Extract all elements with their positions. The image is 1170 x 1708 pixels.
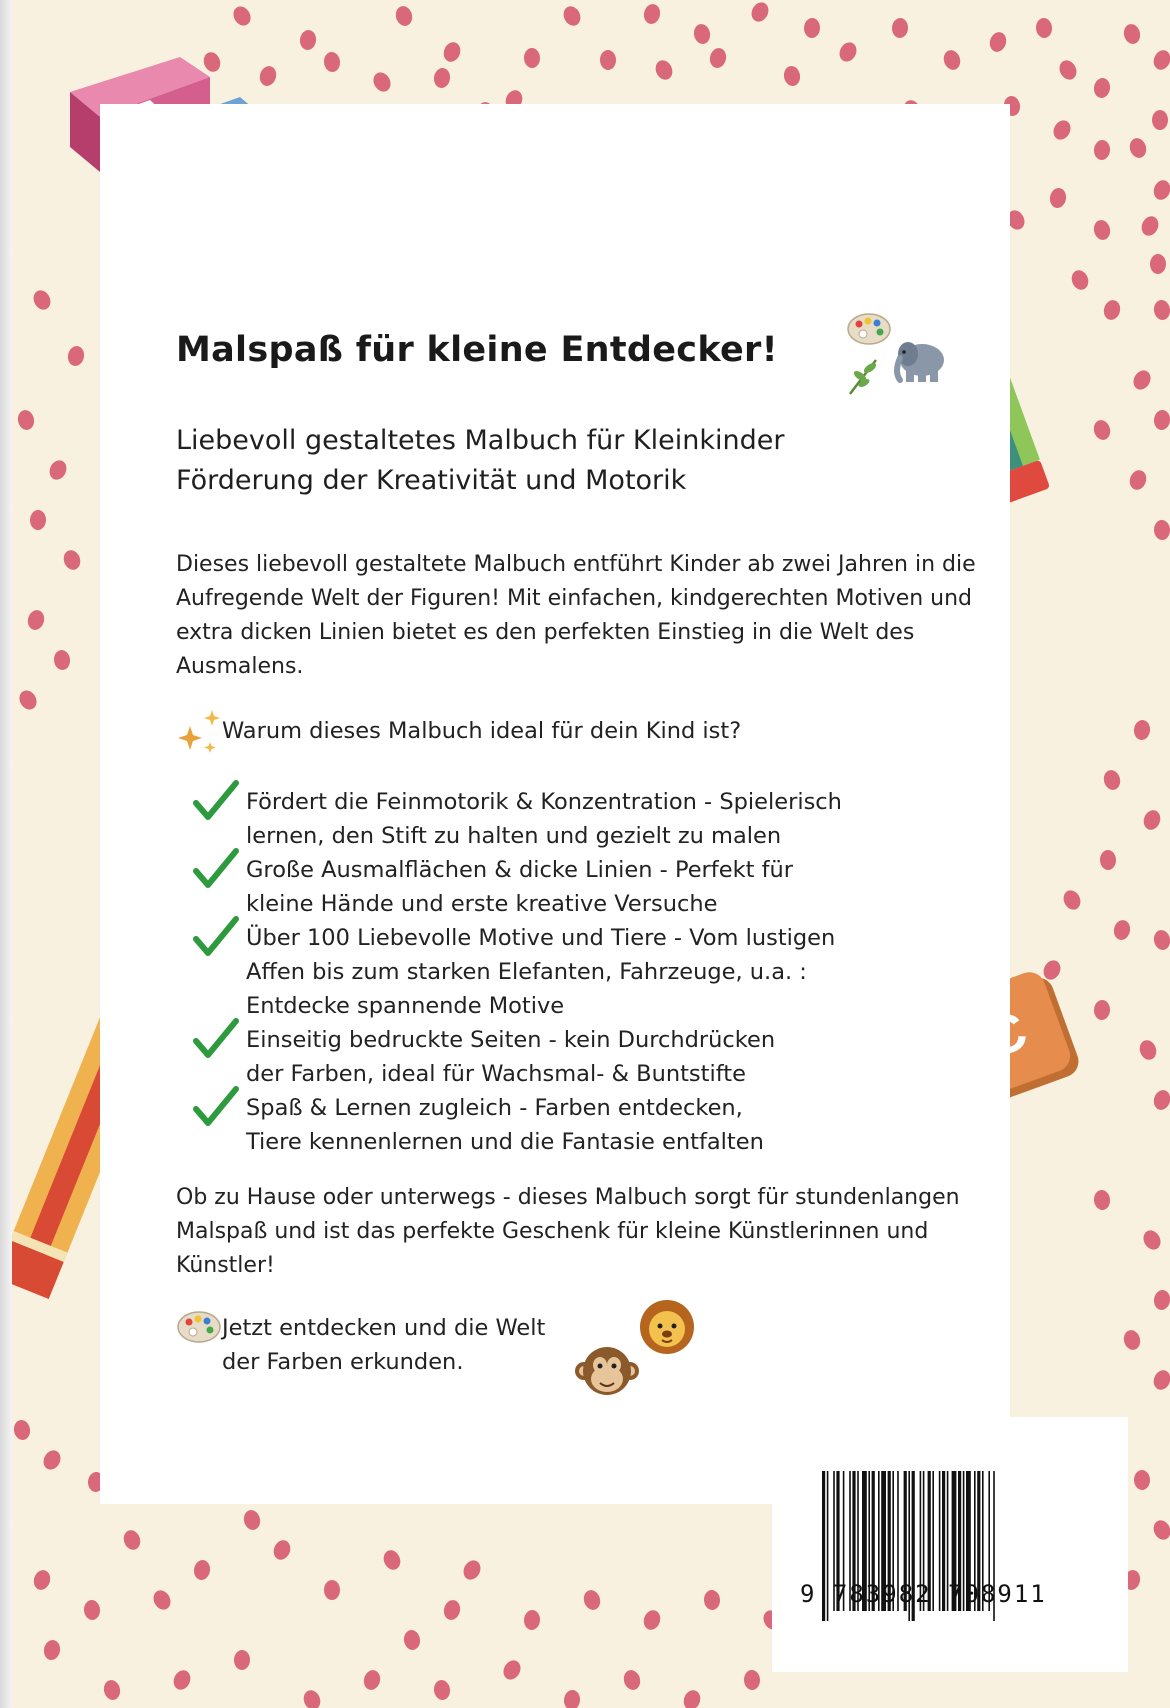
feature-list (246, 785, 966, 1159)
polka-dot (1134, 1470, 1150, 1490)
polka-dot (381, 1548, 404, 1573)
polka-dot (653, 58, 676, 83)
polka-dot (66, 345, 86, 368)
feature-line: kleine Hände und erste kreative Versuche (246, 891, 718, 917)
polka-dot (1093, 139, 1111, 160)
polka-dot (40, 1447, 63, 1472)
cta-line-1: Jetzt entdecken und die Welt (222, 1315, 546, 1341)
polka-dot (1151, 1088, 1170, 1112)
polka-dot (1140, 1227, 1164, 1252)
polka-dot (442, 1598, 462, 1621)
polka-dot (433, 67, 452, 89)
polka-dot (230, 3, 254, 28)
polka-dot (600, 50, 616, 70)
polka-dot (324, 1580, 340, 1600)
polka-dot (42, 1639, 61, 1661)
polka-dot (30, 510, 47, 531)
polka-dot (16, 687, 40, 712)
cta-line-2: der Farben erkunden. (222, 1349, 464, 1375)
palette-icon (176, 1310, 222, 1344)
polka-dot (1153, 299, 1170, 321)
polka-dot (30, 288, 53, 313)
polka-dot (692, 23, 712, 46)
polka-dot (642, 3, 662, 26)
polka-dot (31, 1568, 52, 1592)
polka-dot (563, 1689, 581, 1708)
subtitle (176, 421, 936, 501)
polka-dot (362, 1668, 383, 1691)
polka-dot (703, 1589, 720, 1610)
polka-dot (403, 1629, 422, 1651)
polka-dot (987, 30, 1008, 54)
polka-dot (460, 1557, 484, 1582)
polka-dot (193, 1559, 212, 1581)
polka-dot (1091, 418, 1112, 442)
polka-dot (441, 40, 463, 64)
polka-dot (681, 1688, 703, 1708)
subtitle-line-2: Förderung der Kreativität und Motorik (176, 465, 687, 496)
polka-dot (102, 1678, 122, 1701)
polka-dot (61, 548, 83, 572)
polka-dot (299, 29, 317, 51)
polka-dot (1122, 1328, 1143, 1351)
polka-dot (1153, 520, 1170, 541)
polka-dot (47, 458, 70, 483)
polka-dot (121, 1528, 143, 1552)
feature-line: lernen, den Stift zu halten und gezielt zu malen (246, 823, 782, 849)
polka-dot (621, 1668, 642, 1692)
polka-dot (1152, 110, 1168, 130)
plant-icon (846, 356, 880, 396)
polka-dot (1133, 719, 1151, 741)
polka-dot (941, 48, 963, 72)
checkmark-icon (192, 847, 240, 891)
checkmark-icon (192, 1017, 240, 1061)
polka-dot (1150, 254, 1166, 274)
polka-dot (150, 1587, 174, 1612)
feature-line: Fördert die Feinmotorik & Konzentration - Spielerisch (246, 789, 842, 815)
polka-dot (1152, 929, 1170, 952)
polka-dot (234, 1650, 250, 1670)
polka-dot (1151, 1518, 1170, 1543)
barcode (772, 1417, 1128, 1672)
polka-dot (12, 1419, 31, 1441)
list-item (246, 785, 966, 853)
polka-dot (83, 1599, 101, 1620)
polka-dot (782, 65, 801, 87)
polka-dot (561, 4, 584, 29)
feature-line: Spaß & Lernen zugleich - Farben entdecken, (246, 1095, 743, 1121)
isbn-digits: 9 783982 708911 (800, 1580, 1047, 1608)
list-item (246, 1091, 966, 1159)
feature-line: Entdecke spannende Motive (246, 993, 565, 1019)
polka-dot (891, 17, 908, 38)
list-item (246, 921, 966, 1023)
polka-dot (1130, 367, 1154, 392)
polka-dot (1139, 214, 1162, 239)
why-heading: Warum dieses Malbuch ideal für dein Kind ist? (222, 718, 742, 744)
polka-dot (53, 649, 71, 671)
polka-dot (803, 18, 820, 39)
polka-dot (1112, 919, 1132, 942)
feature-line: Affen bis zum starken Elefanten, Fahrzeuge, u.a. : (246, 959, 807, 985)
feature-line: Große Ausmalflächen & dicke Linien - Perfekt für (246, 857, 794, 883)
polka-dot (743, 1670, 760, 1691)
palette-icon (846, 312, 892, 346)
polka-dot (1093, 1189, 1111, 1211)
intro-paragraph: Dieses liebevoll gestaltete Malbuch entführt Kinder ab zwei Jahren in die Aufregende Welt der Figuren! Mit einfachen, kindgerechten Motiven und extra dicken Linien bietet es den perfekten Einstieg in die Welt des Ausmalens. (176, 552, 976, 679)
polka-dot (1035, 17, 1053, 38)
elephant-icon (892, 334, 950, 386)
polka-dot (1151, 1368, 1170, 1393)
polka-dot (171, 1668, 194, 1693)
polka-dot (1102, 768, 1123, 792)
polka-dot (1092, 218, 1112, 241)
polka-dot (836, 39, 859, 64)
polka-dot (523, 1609, 541, 1630)
barcode-area (772, 1417, 1128, 1672)
polka-dot (301, 1688, 323, 1708)
monkey-icon (574, 1343, 640, 1401)
polka-dot (524, 48, 541, 69)
sparkles-icon (176, 708, 228, 760)
polka-dot (1102, 298, 1123, 321)
polka-dot (748, 0, 771, 24)
polka-dot (500, 1657, 524, 1682)
polka-dot (394, 4, 415, 28)
polka-dot (271, 1538, 294, 1563)
polka-dot (1151, 48, 1170, 73)
polka-dot (1153, 409, 1170, 431)
feature-line: Tiere kennenlernen und die Fantasie entfalten (246, 1129, 764, 1155)
subtitle-line-1: Liebevoll gestaltetes Malbuch für Kleinkinder (176, 425, 785, 456)
checkmark-icon (192, 1085, 240, 1129)
polka-dot (1127, 468, 1149, 492)
polka-dot (370, 69, 394, 94)
polka-dot (16, 409, 36, 432)
feature-line: der Farben, ideal für Wachsmal- & Buntstifte (246, 1061, 746, 1087)
polka-dot (1151, 178, 1170, 202)
polka-dot (708, 46, 728, 69)
polka-dot (1093, 1000, 1110, 1021)
polka-dot (581, 1588, 602, 1612)
checkmark-icon (192, 915, 240, 959)
polka-dot (1056, 57, 1080, 82)
list-item (246, 853, 966, 921)
feature-line: Über 100 Liebevolle Motive und Tiere - Vom lustigen (246, 925, 836, 951)
polka-dot (641, 1608, 663, 1632)
polka-dot (1153, 1289, 1170, 1311)
polka-dot (1127, 136, 1148, 160)
polka-dot (1100, 850, 1117, 871)
polka-dot (1069, 268, 1091, 293)
polka-dot (1093, 77, 1112, 99)
feature-line: Einseitig bedruckte Seiten - kein Durchdrücken (246, 1027, 776, 1053)
polka-dot (1141, 808, 1163, 832)
outro-paragraph: Ob zu Hause oder unterwegs - dieses Malbuch sorgt für stundenlangen Malspaß und ist das perfekte Geschenk für kleine Künstlerinnen und Künstler! (176, 1185, 960, 1278)
polka-dot (1122, 22, 1142, 45)
checkmark-icon (192, 779, 240, 823)
page-title: Malspaß für kleine Entdecker! (176, 330, 778, 370)
polka-dot (26, 608, 47, 632)
lion-icon (638, 1298, 696, 1356)
cover-edge-shadow (0, 0, 12, 1708)
polka-dot (433, 1679, 452, 1701)
polka-dot (1137, 1038, 1159, 1062)
list-item (246, 1023, 966, 1091)
polka-dot (242, 1508, 262, 1531)
